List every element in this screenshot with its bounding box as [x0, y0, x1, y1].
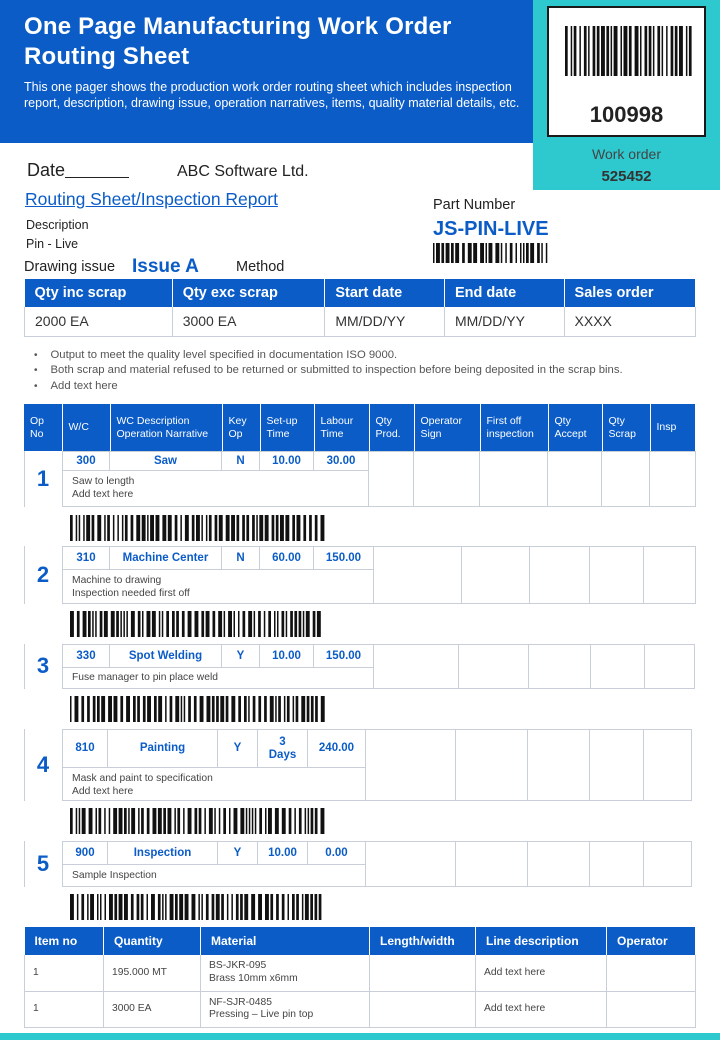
op-narrative-line: Saw to length: [72, 476, 135, 487]
note-item: • Add text here: [34, 379, 623, 394]
mat-header: Item no: [25, 927, 104, 955]
op-setup: 3 Days: [258, 729, 308, 768]
date-label: Date: [27, 160, 66, 180]
part-number-value: JS-PIN-LIVE: [433, 218, 549, 240]
op-narrative-line: Fuse manager to pin place weld: [72, 672, 218, 683]
op-barcode-icon: [70, 611, 326, 637]
mat-length: [370, 991, 476, 1027]
drawing-issue-label: Drawing issue: [24, 259, 116, 275]
ops-header-cell: Op No: [24, 404, 62, 451]
op-labour: 0.00: [308, 841, 366, 865]
mat-material: [201, 991, 370, 1027]
note-item: • Output to meet the quality level specified in documentation ISO 9000.: [34, 348, 623, 363]
op-narrative-line: Machine to drawing: [72, 575, 162, 586]
op-wc: 900: [62, 841, 108, 865]
mat-material-line: BS-JKR-095: [209, 960, 267, 972]
operation-block: [24, 841, 696, 887]
mat-header: Material: [201, 927, 370, 955]
op-sign-cells: [374, 546, 696, 604]
mat-item: 1: [25, 991, 104, 1027]
mat-header: Length/width: [370, 927, 476, 955]
op-barcode-icon: [70, 808, 326, 834]
op-desc: Painting: [108, 729, 218, 768]
qty-header: End date: [444, 279, 564, 307]
ops-header-cell: Insp: [650, 404, 696, 451]
ops-header-cell: Qty Accept: [548, 404, 602, 451]
op-sign-cells: [369, 451, 696, 507]
operation-block: [24, 729, 696, 801]
ops-header-cell: Labour Time: [314, 404, 369, 451]
ops-header-cell: Set-up Time: [260, 404, 314, 451]
barcode-number: 100998: [589, 102, 664, 127]
mat-header: Operator: [607, 927, 696, 955]
op-setup: 10.00: [260, 644, 314, 668]
op-narrative: [62, 865, 366, 887]
date-field[interactable]: [27, 160, 129, 181]
barcode-icon: [565, 26, 692, 76]
operation-block: [24, 644, 696, 689]
op-key: N: [222, 451, 260, 471]
op-sign-cells: [366, 729, 692, 801]
date-blank-line: [65, 162, 129, 178]
op-sign-cells: [374, 644, 695, 689]
ops-header-cell: W/C: [62, 404, 110, 451]
description-label: Description: [26, 218, 89, 232]
op-wc: 300: [62, 451, 110, 471]
page-title: One Page Manufacturing Work Order Routing Sheet: [24, 13, 452, 70]
op-number: 3: [36, 653, 50, 678]
mat-item: 1: [25, 955, 104, 991]
work-order-value: 525452: [601, 168, 652, 185]
op-row: [62, 644, 374, 668]
company-name: ABC Software Ltd.: [177, 163, 309, 180]
op-narrative-line: Sample Inspection: [72, 870, 157, 881]
op-desc: Saw: [110, 451, 222, 471]
op-row: [62, 546, 374, 570]
op-narrative-line: Inspection needed first off: [72, 588, 190, 599]
op-number: 5: [36, 851, 50, 876]
op-key: Y: [218, 841, 258, 865]
work-order-label: Work order: [592, 146, 661, 162]
operations-header: [24, 404, 696, 451]
mat-line-desc: Add text here: [476, 955, 607, 991]
op-desc: Spot Welding: [110, 644, 222, 668]
op-row: [62, 729, 366, 768]
op-number: 1: [36, 466, 50, 491]
table-row: [25, 955, 696, 991]
qty-header: Start date: [325, 279, 445, 307]
ops-header-cell: Qty Scrap: [602, 404, 650, 451]
header-banner: [0, 0, 534, 143]
mat-qty: 195.000 MT: [104, 955, 201, 991]
report-link[interactable]: Routing Sheet/Inspection Report: [25, 189, 278, 209]
ops-header-cell: First off inspection: [480, 404, 548, 451]
qty-cell: XXXX: [564, 307, 695, 336]
mat-header: Line description: [476, 927, 607, 955]
op-key: N: [222, 546, 260, 570]
op-narrative: [62, 668, 374, 689]
op-setup: 10.00: [258, 841, 308, 865]
op-desc: Machine Center: [110, 546, 222, 570]
operation-block: [24, 546, 696, 604]
description-value: Pin - Live: [26, 237, 79, 251]
part-barcode-icon: [433, 243, 551, 263]
note-item: • Both scrap and material refused to be returned or submitted to inspection before being deposited in the scrap bins.: [34, 363, 623, 378]
op-narrative: [62, 570, 374, 604]
work-order-panel: [533, 0, 720, 190]
qty-cell: 3000 EA: [172, 307, 325, 336]
qty-header: Sales order: [564, 279, 695, 307]
mat-operator: [607, 955, 696, 991]
footer-bar: [0, 1033, 720, 1040]
op-narrative: [62, 471, 369, 507]
mat-line-desc: Add text here: [476, 991, 607, 1027]
qty-cell: 2000 EA: [25, 307, 173, 336]
op-labour: 30.00: [314, 451, 369, 471]
op-setup: 60.00: [260, 546, 314, 570]
op-labour: 150.00: [314, 644, 374, 668]
drawing-issue-value: Issue A: [132, 256, 199, 277]
op-narrative: [62, 768, 366, 801]
op-narrative-line: Mask and paint to specification: [72, 773, 213, 784]
table-row: [25, 991, 696, 1027]
op-labour: 240.00: [308, 729, 366, 768]
op-sign-cells: [366, 841, 692, 887]
qty-cell: MM/DD/YY: [444, 307, 564, 336]
op-barcode-icon: [70, 515, 326, 541]
page-subtitle: This one pager shows the production work order routing sheet which includes inspection report, description, drawing issue, operation narratives, items, quality material details, etc.: [24, 80, 520, 110]
mat-header: Quantity: [104, 927, 201, 955]
op-labour: 150.00: [314, 546, 374, 570]
ops-header-cell: Operator Sign: [414, 404, 480, 451]
op-narrative-line: Add text here: [72, 786, 134, 797]
method-label: Method: [236, 259, 285, 275]
mat-operator: [607, 991, 696, 1027]
op-row: [62, 451, 369, 471]
op-row: [62, 841, 366, 865]
op-wc: 810: [62, 729, 108, 768]
op-barcode-icon: [70, 696, 326, 722]
ops-header-cell: WC Description Operation Narrative: [110, 404, 222, 451]
qty-cell: MM/DD/YY: [325, 307, 445, 336]
mat-material: [201, 955, 370, 991]
work-order-barcode-card: [547, 6, 706, 137]
op-number: 4: [36, 752, 50, 777]
qty-header: Qty inc scrap: [25, 279, 173, 307]
mat-material-line: NF-SJR-0485: [209, 996, 272, 1008]
materials-table: [24, 927, 696, 1028]
op-wc: 310: [62, 546, 110, 570]
op-number: 2: [36, 562, 50, 587]
mat-length: [370, 955, 476, 991]
op-barcode-icon: [70, 894, 326, 920]
op-key: Y: [218, 729, 258, 768]
op-narrative-line: Add text here: [72, 489, 134, 500]
op-key: Y: [222, 644, 260, 668]
ops-header-cell: Qty Prod.: [369, 404, 414, 451]
qty-header: Qty exc scrap: [172, 279, 325, 307]
op-wc: 330: [62, 644, 110, 668]
operation-block: [24, 451, 696, 507]
mat-material-line: Brass 10mm x6mm: [209, 972, 298, 984]
op-desc: Inspection: [108, 841, 218, 865]
op-setup: 10.00: [260, 451, 314, 471]
ops-header-cell: Key Op: [222, 404, 260, 451]
notes-list: [34, 348, 623, 394]
quantity-table: [24, 279, 696, 337]
mat-qty: 3000 EA: [104, 991, 201, 1027]
mat-material-line: Pressing – Live pin top: [209, 1009, 314, 1020]
part-number-label: Part Number: [433, 197, 516, 213]
